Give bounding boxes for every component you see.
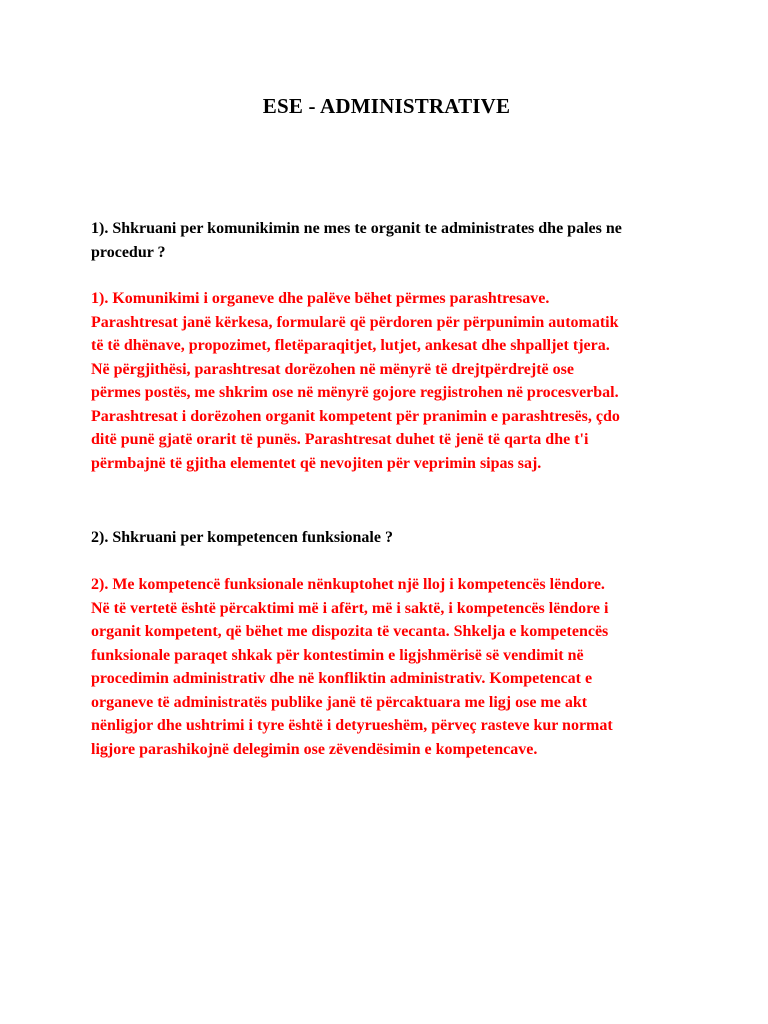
answer-1-line-1: 1). Komunikimi i organeve dhe palëve bëhet përmes parashtresave. [91,290,550,307]
question-1 [91,217,691,264]
answer-2-line-2: Në të vertetë është përcaktimi më i afërt, më i saktë, i kompetencës lëndore i [91,599,609,617]
answer-1-line-6: Parashtresat i dorëzohen organit kompetent për pranimin e parashtresës, çdo [91,407,620,425]
answer-1-line-7: ditë punë gjatë orarit të punës. Parashtresat duhet të jenë të qarta dhe t'i [91,431,589,448]
answer-2-line-5: procedimin administrativ dhe në konfliktin administrativ. Kompetencat e [91,670,593,687]
page-title: ESE - ADMINISTRATIVE [262,94,511,118]
answer-2-line-7: nënligjor dhe ushtrimi i tyre është i detyrueshëm, përveç rasteve kur normat [91,717,613,734]
question-2 [91,526,691,550]
answer-2-line-1: 2). Me kompetencë funksionale nënkuptohet një lloj i kompetencës lëndore. [91,576,605,593]
answer-1-line-2: Parashtresat janë kërkesa, formularë që përdoren për përpunimin automatik [91,313,619,331]
answer-1-line-3: të të dhënave, propozimet, fletëparaqitjet, lutjet, ankesat dhe shpalljet tjera. [91,337,610,354]
answer-1-line-4: Në përgjithësi, parashtresat dorëzohen në mënyrë të drejtpërdrejtë ose [91,360,574,378]
answer-2-line-8: ligjore parashikojnë delegimin ose zëvendësimin e kompetencave. [91,740,538,758]
answer-2-line-3: organit kompetent, që bëhet me dispozita të vecanta. Shkelja e kompetencës [91,623,609,640]
question-2-line-1: 2). Shkruani per kompetencen funksionale ? [91,529,393,546]
answer-2-line-6: organeve të administratës publike janë të përcaktuara me ligj ose me akt [91,693,588,711]
answer-2-line-4: funksionale paraqet shkak për kontestimin e ligjshmërisë së vendimit në [91,646,584,664]
answer-2 [91,573,691,761]
answer-1 [91,287,691,475]
question-1-line-2: procedur ? [91,243,166,261]
answer-1-line-8: përmbajnë të gjitha elementet që nevojiten për veprimin sipas saj. [91,454,542,472]
answer-1-line-5: përmes postës, me shkrim ose në mënyrë gojore regjistrohen në procesverbal. [91,384,619,401]
question-1-line-1: 1). Shkruani per komunikimin ne mes te organit te administrates dhe pales ne [91,220,622,237]
